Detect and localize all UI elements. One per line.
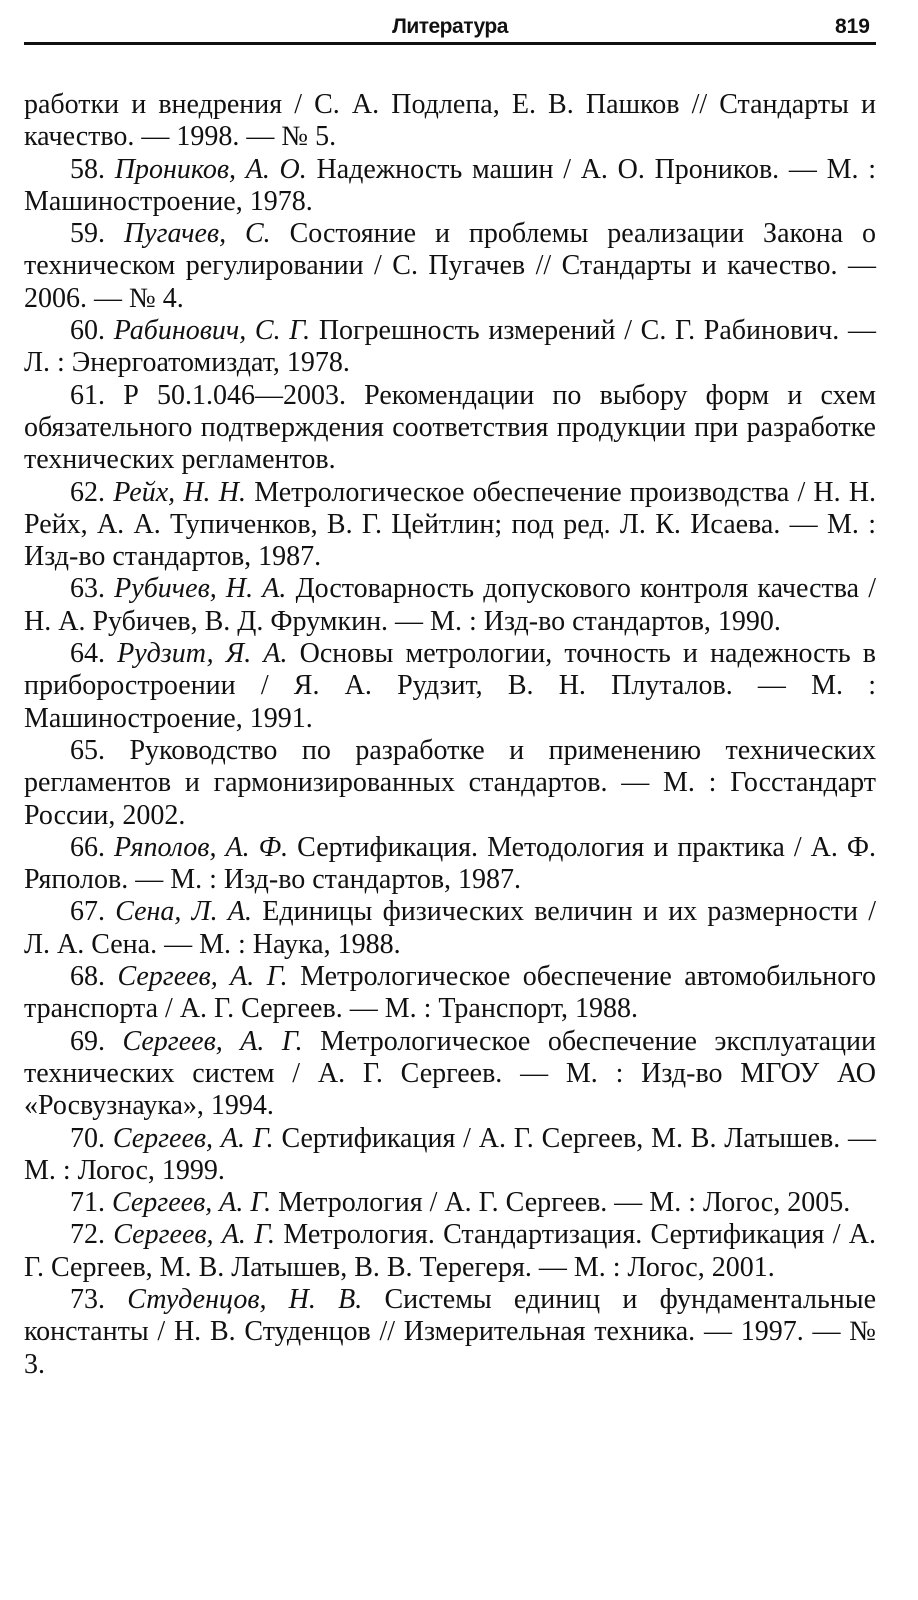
reference-author: Рудзит, Я. А. <box>117 638 288 670</box>
reference-text: Состояние и проблемы реализации Закона о техническом регулировании / С. Пугачев // Стандарты и качество. — 2006. — № 4. <box>24 218 877 314</box>
reference-number: 70. <box>70 1122 105 1154</box>
reference-number: 60. <box>70 315 105 347</box>
reference-number: 65. <box>70 734 105 766</box>
reference-entry <box>24 573 876 638</box>
reference-entry <box>24 154 876 219</box>
reference-number: 64. <box>70 638 105 670</box>
reference-number: 62. <box>70 476 105 508</box>
reference-text: Системы единиц и фундаментальные константы / Н. В. Студенцов // Измерительная техника. — 1997. — № 3. <box>24 1283 877 1380</box>
reference-text: Достоварность допускового контроля качества / Н. А. Рубичев, В. Д. Фрумкин. — М. : Изд-во стандартов, 1990. <box>24 573 877 637</box>
reference-text: Метрологическое обеспечение автомобильного транспорта / А. Г. Сергеев. — М. : Транспорт, 1988. <box>24 961 877 1025</box>
reference-entry <box>24 218 876 315</box>
reference-entry <box>24 315 876 380</box>
page-number: 819 <box>834 15 870 38</box>
reference-author: Студенцов, Н. В. <box>127 1283 363 1315</box>
reference-number: 63. <box>70 573 105 605</box>
reference-text: работки и внедрения / С. А. Подлепа, Е. В. Пашков // Стандарты и качество. — 1998. — № 5. <box>24 89 876 153</box>
reference-author: Рубичев, Н. А. <box>114 573 287 605</box>
reference-entry <box>24 1123 876 1188</box>
reference-author: Сергеев, А. Г. <box>112 1122 274 1154</box>
book-page <box>24 14 876 1381</box>
reference-entry <box>24 1219 876 1284</box>
running-header-title: Литература <box>392 15 508 38</box>
reference-entry <box>24 1187 876 1219</box>
reference-number: 59. <box>70 218 105 250</box>
reference-entry <box>24 638 876 735</box>
reference-text: Сертификация. Методология и практика / А. Ф. Ряполов. — М. : Изд-во стандартов, 1987. <box>24 831 877 896</box>
running-header <box>24 14 876 45</box>
reference-author: Сергеев, А. Г. <box>113 1219 276 1251</box>
reference-list <box>24 89 876 1381</box>
reference-text: Метрологическое обеспечение производства / Н. Н. Рейх, А. А. Тупиченков, В. Г. Цейтлин; под ред. Л. К. Исаева. — М. : Изд-во стандартов, 1987. <box>24 476 877 573</box>
reference-author: Пугачев, С. <box>123 218 271 250</box>
reference-entry <box>24 1026 876 1123</box>
reference-entry <box>24 832 876 897</box>
reference-number: 58. <box>70 153 105 185</box>
reference-entry <box>24 896 876 961</box>
reference-text: Погрешность измерений / С. Г. Рабинович. — Л. : Энергоатомиздат, 1978. <box>24 315 876 379</box>
reference-number: 61. <box>70 379 105 411</box>
reference-text: Единицы физических величин и их размерности / Л. А. Сена. — М. : Наука, 1988. <box>24 896 877 960</box>
reference-number: 69. <box>70 1025 105 1057</box>
reference-author: Сена, Л. А. <box>115 896 252 928</box>
reference-entry <box>24 1284 876 1381</box>
reference-author: Сергеев, А. Г. <box>117 961 288 993</box>
reference-number: 67. <box>70 896 105 928</box>
reference-text: Метрология. Стандартизация. Сертификация / А. Г. Сергеев, М. В. Латышев, В. В. Терегеря. — М. : Логос, 2001. <box>24 1219 877 1283</box>
reference-author: Рейх, Н. Н. <box>113 476 246 508</box>
reference-text: Р 50.1.046—2003. Рекомендации по выбору форм и схем обязательного подтверждения соответствия продукции при разработке технических регламентов. <box>24 379 877 476</box>
reference-author: Сергеев, А. Г. <box>112 1187 272 1219</box>
reference-author: Ряполов, А. Ф. <box>114 831 289 863</box>
reference-author: Сергеев, А. Г. <box>122 1025 303 1057</box>
reference-number: 71. <box>70 1187 105 1219</box>
reference-text: Руководство по разработке и применению технических регламентов и гармонизированных стандартов. — М. : Госстандарт России, 2002. <box>24 734 877 831</box>
reference-entry <box>24 89 876 154</box>
reference-entry <box>24 477 876 574</box>
reference-number: 66. <box>70 831 105 863</box>
reference-text: Надежность машин / А. О. Проников. — М. : Машиностроение, 1978. <box>24 153 876 217</box>
reference-author: Проников, А. О. <box>114 153 307 185</box>
reference-number: 68. <box>70 961 105 993</box>
reference-author: Рабинович, С. Г. <box>113 315 311 347</box>
reference-text: Метрологическое обеспечение эксплуатации технических систем / А. Г. Сергеев. — М. : Изд-во МГОУ АО «Росвузнаука», 1994. <box>24 1025 876 1122</box>
reference-number: 72. <box>70 1219 105 1251</box>
reference-number: 73. <box>70 1283 105 1315</box>
reference-text: Метрология / А. Г. Сергеев. — М. : Логос, 2005. <box>278 1187 851 1219</box>
reference-text: Основы метрологии, точность и надежность в приборостроении / Я. А. Рудзит, В. Н. Плуталов. — М. : Машиностроение, 1991. <box>24 638 877 734</box>
reference-entry <box>24 961 876 1026</box>
reference-entry <box>24 380 876 477</box>
reference-entry <box>24 735 876 832</box>
reference-text: Сертификация / А. Г. Сергеев, М. В. Латышев. — М. : Логос, 1999. <box>24 1122 877 1186</box>
